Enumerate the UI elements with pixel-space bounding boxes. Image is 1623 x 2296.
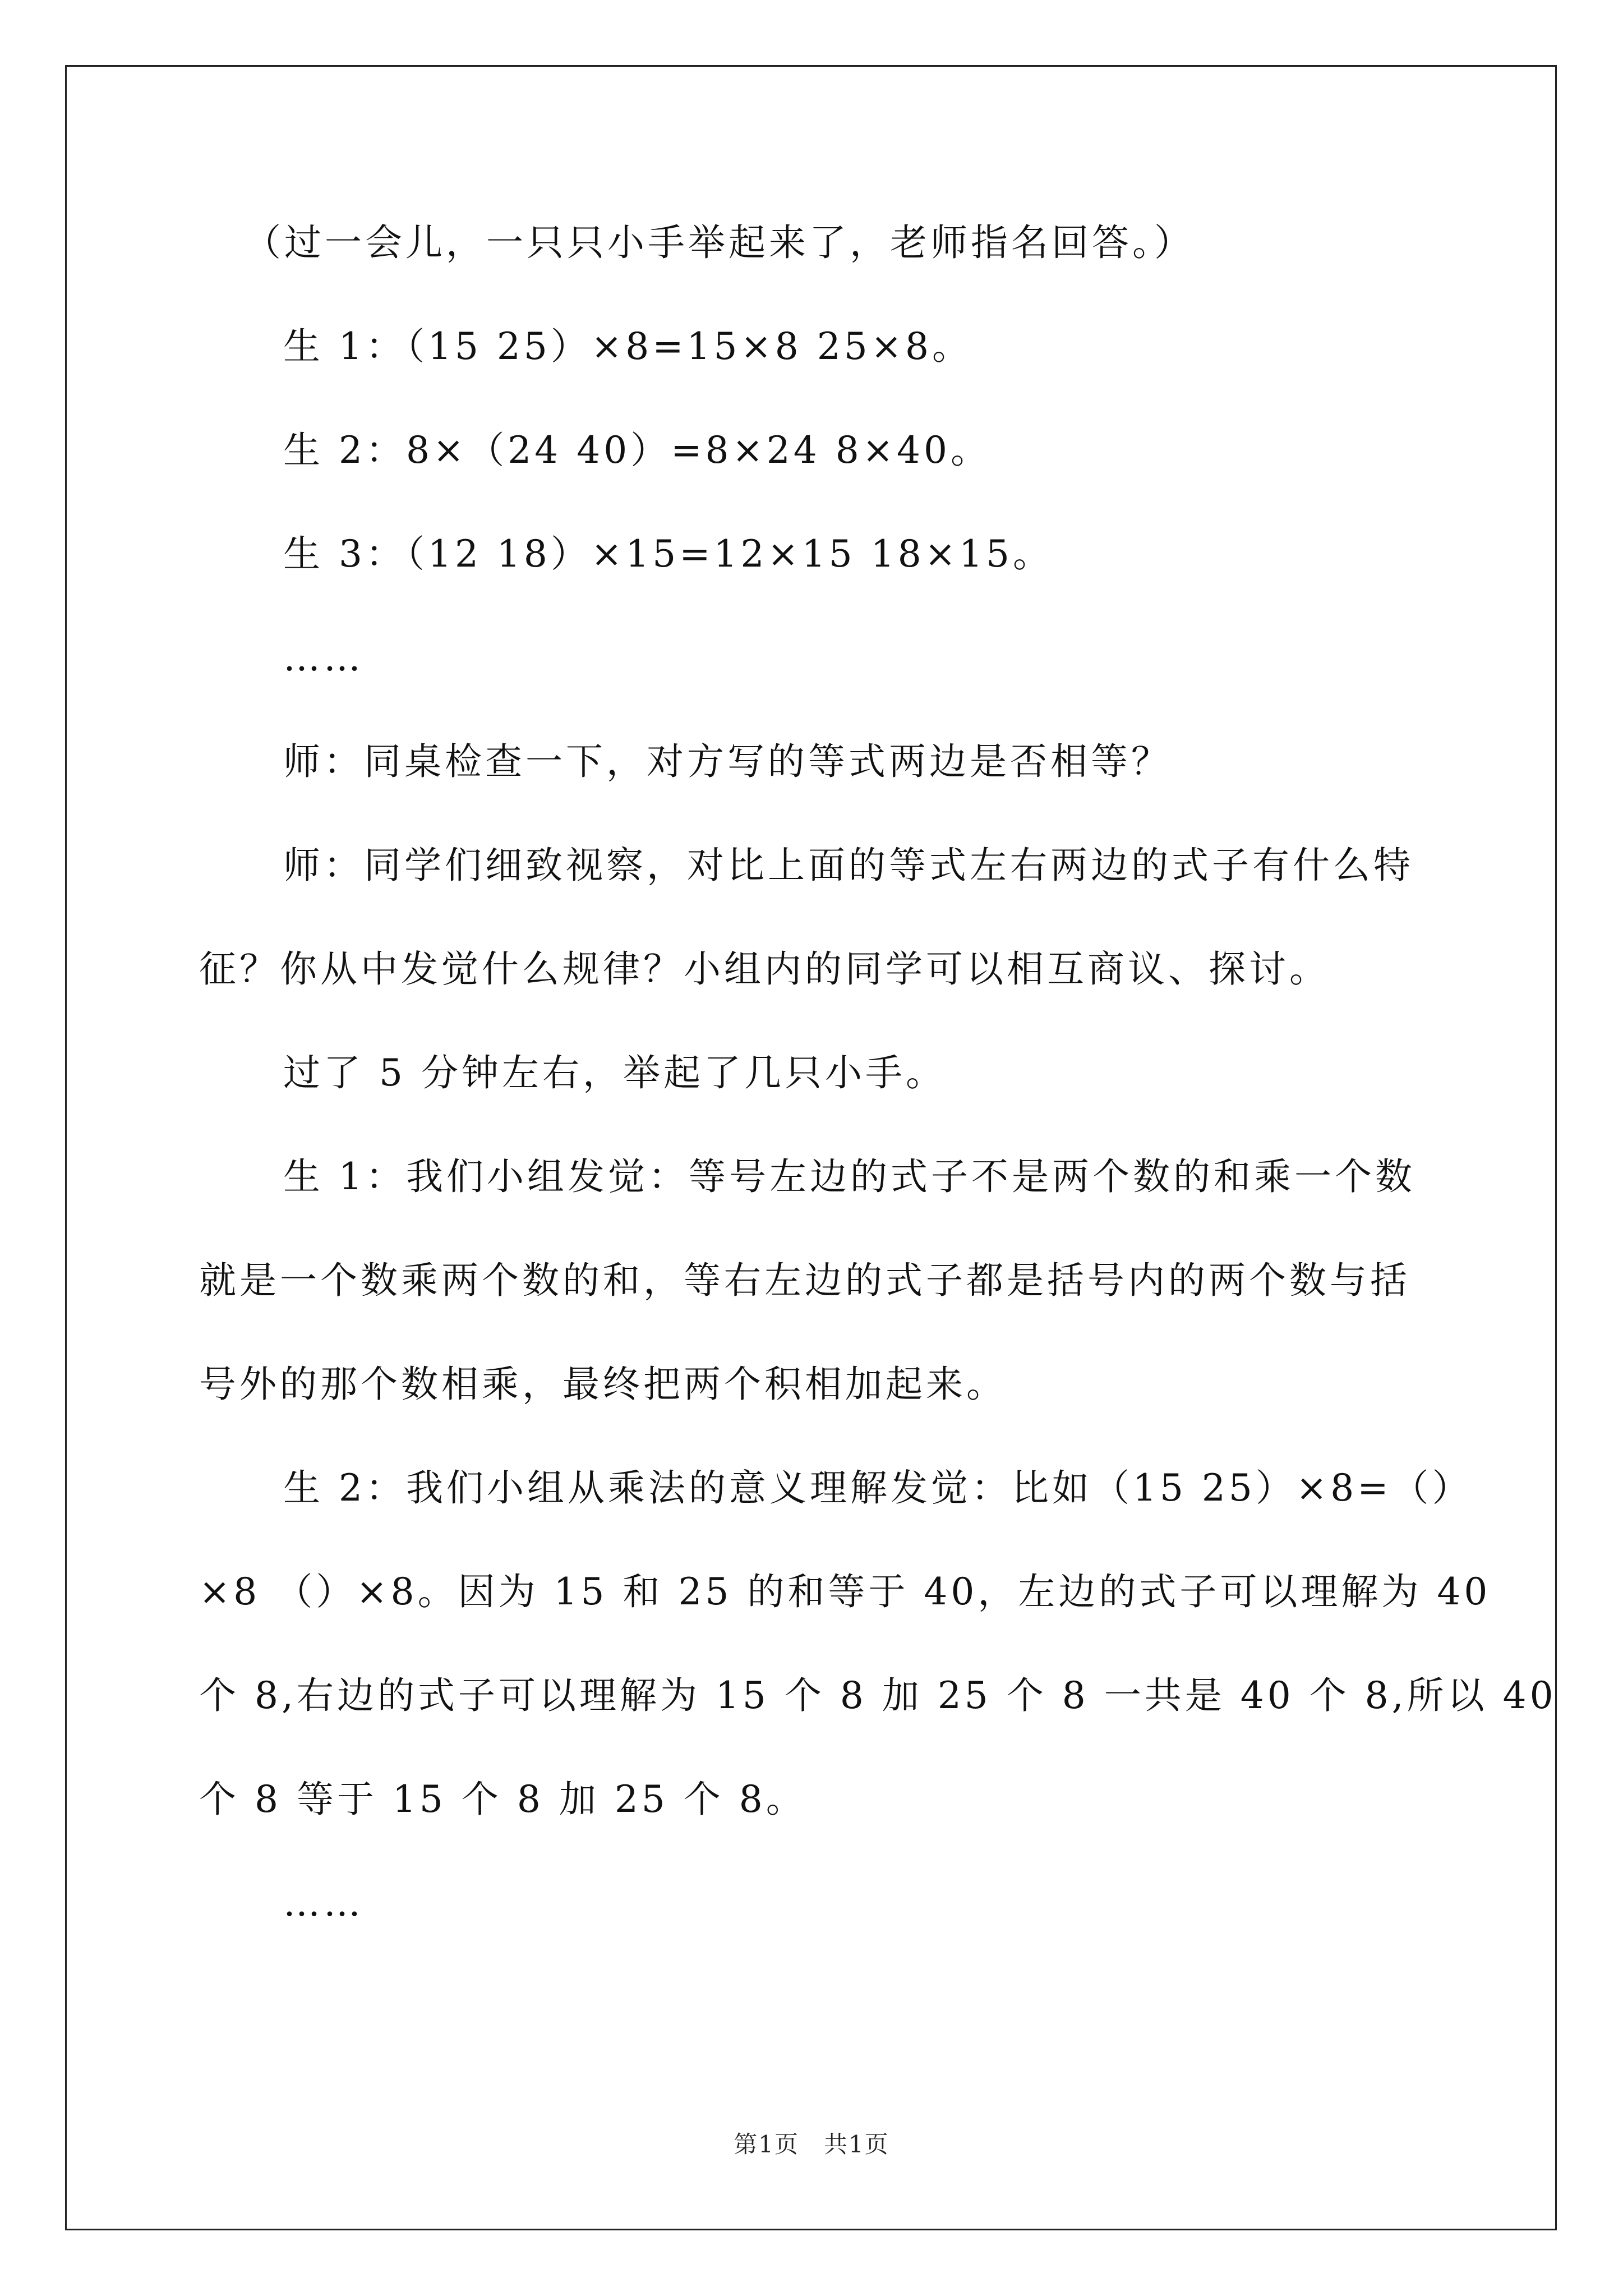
paragraph-line-4: 生 3：（12 18）×15=12×15 18×15。 (283, 532, 1054, 576)
paragraph-line-12: 号外的那个数相乘，最终把两个积相加起来。 (199, 1363, 1007, 1406)
ellipsis-2: …… (283, 1881, 364, 1925)
paragraph-line-3: 生 2：8×（24 40）=8×24 8×40。 (283, 429, 992, 472)
paragraph-line-15: 个 8,右边的式子可以理解为 15 个 8 加 25 个 8 一共是 40 个 8,所以 40 (199, 1674, 1557, 1717)
paragraph-line-6: 师：同桌检查一下，对方写的等式两边是否相等？ (283, 740, 1172, 783)
paragraph-line-1: （过一会儿，一只只小手举起来了，老师指名回答。） (244, 221, 1195, 264)
ellipsis-1: …… (283, 636, 364, 679)
paragraph-line-13: 生 2：我们小组从乘法的意义理解发觉：比如（15 25）×8=（） (283, 1466, 1473, 1510)
paragraph-line-2: 生 1：（15 25）×8=15×8 25×8。 (283, 325, 973, 368)
paragraph-line-14: ×8 （）×8。因为 15 和 25 的和等于 40，左边的式子可以理解为 40 (199, 1570, 1491, 1613)
paragraph-line-11: 就是一个数乘两个数的和，等右左边的式子都是括号内的两个数与括 (199, 1259, 1410, 1302)
paragraph-line-8: 征？你从中发觉什么规律？小组内的同学可以相互商议、探讨。 (199, 947, 1330, 991)
paragraph-line-16: 个 8 等于 15 个 8 加 25 个 8。 (199, 1778, 806, 1821)
paragraph-line-7: 师：同学们细致视察，对比上面的等式左右两边的式子有什么特 (283, 844, 1414, 887)
paragraph-line-10: 生 1：我们小组发觉：等号左边的式子不是两个数的和乘一个数 (283, 1155, 1415, 1198)
page-number-label: 第1页 共1页 (734, 2131, 889, 2158)
page-footer (0, 2126, 1623, 2160)
paragraph-line-9: 过了 5 分钟左右，举起了几只小手。 (283, 1051, 946, 1094)
